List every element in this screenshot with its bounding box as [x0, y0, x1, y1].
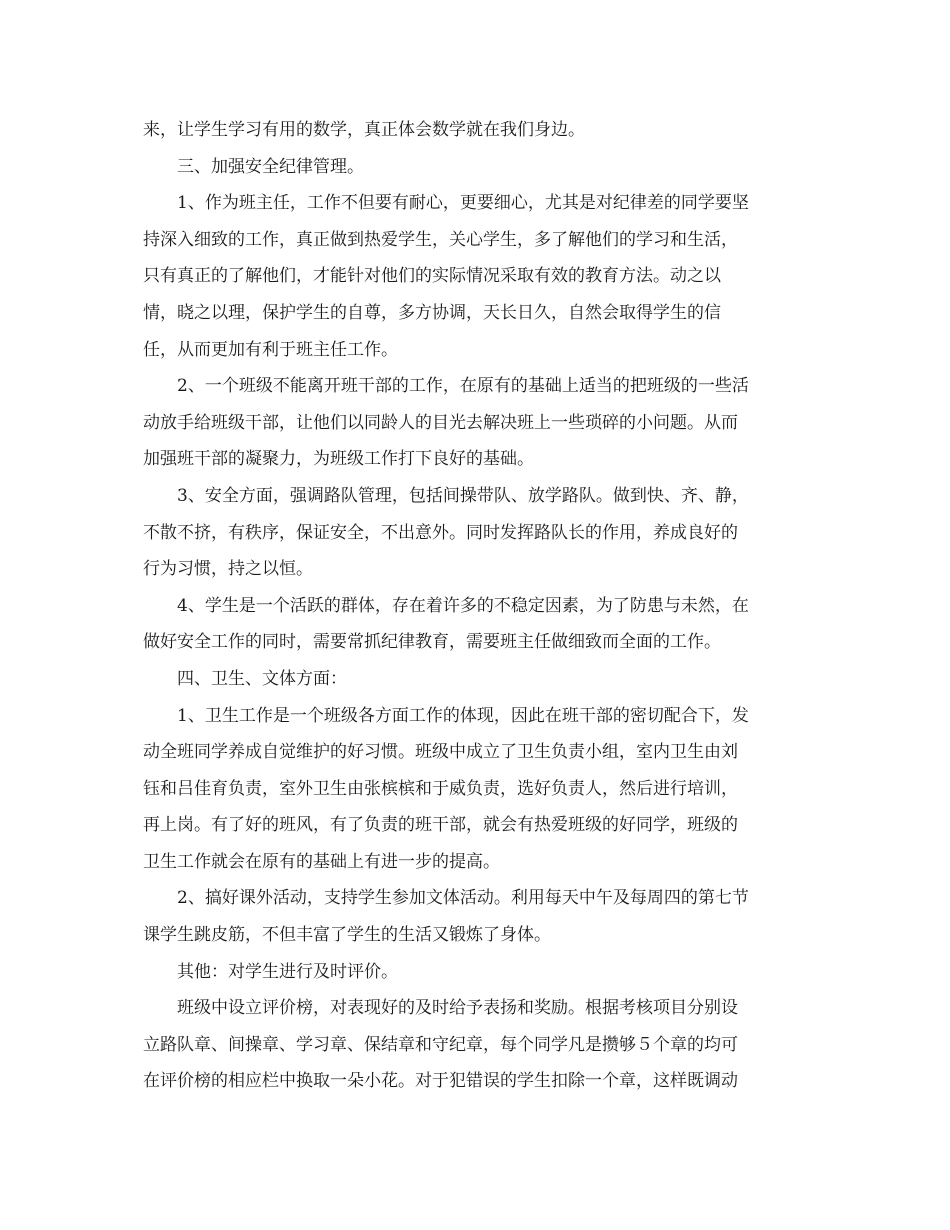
- text-line: 4、学生是一个活跃的群体，存在着许多的不稳定因素，为了防患与未然，在: [177, 595, 749, 616]
- text-line: 任，从而更加有利于班主任工作。: [143, 339, 398, 360]
- text-line: 立路队章、间操章、学习章、保结章和守纪章，每个同学凡是攒够５个章的均可: [143, 1034, 738, 1055]
- text-line: 行为习惯，持之以恒。: [143, 559, 313, 580]
- text-line: 课学生跳皮筋，不但丰富了学生的生活又锻炼了身体。: [143, 925, 551, 946]
- text-line: 四、卫生、文体方面：: [177, 668, 347, 689]
- text-line: 三、加强安全纪律管理。: [177, 156, 364, 177]
- text-line: 不散不挤，有秩序，保证安全，不出意外。同时发挥路队长的作用，养成良好的: [143, 522, 738, 543]
- text-line: 卫生工作就会在原有的基础上有进一步的提高。: [143, 851, 500, 872]
- text-line: 动放手给班级干部，让他们以同龄人的目光去解决班上一些琐碎的小问题。从而: [143, 412, 738, 433]
- document-body: [143, 112, 813, 1100]
- text-line: 再上岗。有了好的班风，有了负责的班干部，就会有热爱班级的好同学，班级的: [143, 815, 738, 836]
- text-line: 2、搞好课外活动，支持学生参加文体活动。利用每天中午及每周四的第七节: [177, 888, 749, 909]
- text-line: 动全班同学养成自觉维护的好习惯。班级中成立了卫生负责小组，室内卫生由刘: [143, 742, 738, 763]
- text-line: 1、作为班主任，工作不但要有耐心，更要细心，尤其是对纪律差的同学要坚: [177, 193, 749, 214]
- text-line: 做好安全工作的同时，需要常抓纪律教育，需要班主任做细致而全面的工作。: [143, 632, 721, 653]
- text-line: 1、卫生工作是一个班级各方面工作的体现，因此在班干部的密切配合下，发: [177, 705, 749, 726]
- text-line: 2、一个班级不能离开班干部的工作，在原有的基础上适当的把班级的一些活: [177, 376, 749, 397]
- text-line: 情，晓之以理，保护学生的自尊，多方协调，天长日久，自然会取得学生的信: [143, 302, 721, 323]
- text-line: 3、安全方面，强调路队管理，包括间操带队、放学路队。做到快、齐、静，: [177, 485, 749, 506]
- text-line: 加强班干部的凝聚力，为班级工作打下良好的基础。: [143, 449, 534, 470]
- text-line: 持深入细致的工作，真正做到热爱学生，关心学生，多了解他们的学习和生活，: [143, 229, 738, 250]
- text-line: 在评价榜的相应栏中换取一朵小花。对于犯错误的学生扣除一个章，这样既调动: [143, 1071, 738, 1092]
- text-line: 班级中设立评价榜，对表现好的及时给予表扬和奖励。根据考核项目分别设: [177, 998, 738, 1019]
- text-line: 来，让学生学习有用的数学，真正体会数学就在我们身边。: [143, 120, 585, 140]
- text-line: 只有真正的了解他们，才能针对他们的实际情况采取有效的教育方法。动之以: [143, 266, 721, 287]
- text-line: 其他：对学生进行及时评价。: [177, 961, 398, 982]
- text-line: 钰和吕佳育负责，室外卫生由张槟槟和于威负责，选好负责人，然后进行培训，: [143, 778, 738, 799]
